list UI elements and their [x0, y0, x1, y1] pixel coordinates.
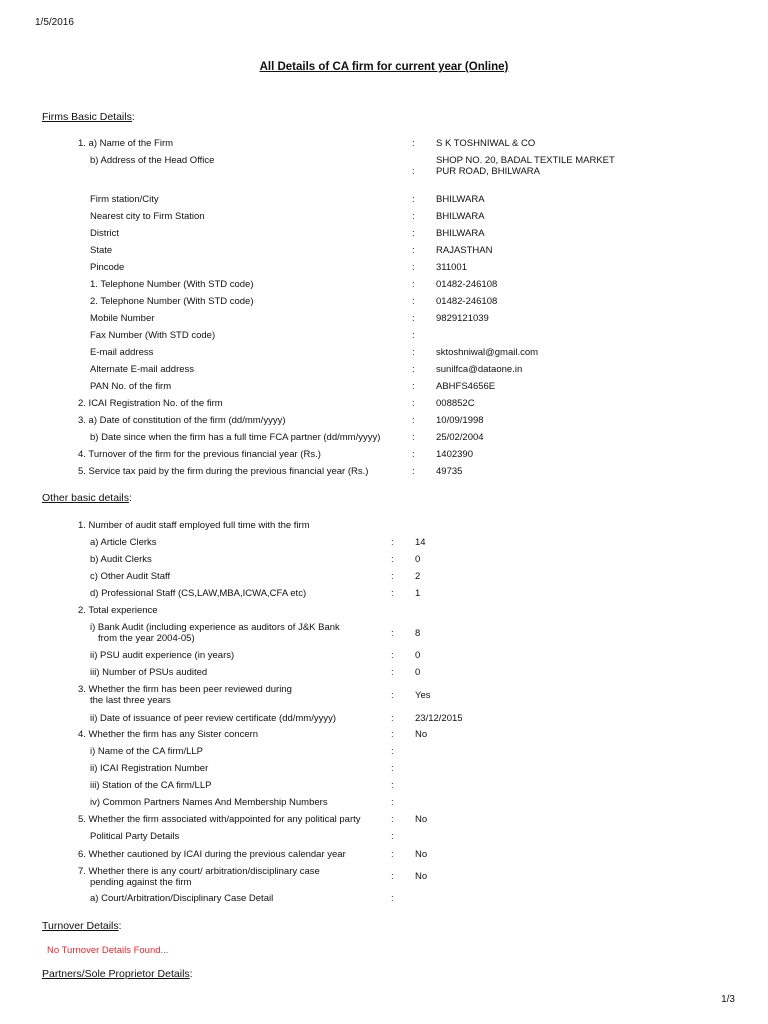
basic-detail-value: 49735 [436, 466, 463, 477]
other-detail-colon: : [391, 650, 394, 661]
basic-detail-colon: : [412, 228, 415, 239]
basic-detail-label: Mobile Number [90, 313, 155, 324]
other-detail-label: c) Other Audit Staff [90, 571, 171, 582]
no-turnover-message: No Turnover Details Found... [47, 945, 169, 956]
basic-detail-value: S K TOSHNIWAL & CO [436, 138, 536, 149]
other-detail-label: 4. Whether the firm has any Sister concern [78, 729, 259, 740]
basic-detail-value: BHILWARA [436, 194, 485, 205]
basic-detail-label: PAN No. of the firm [90, 381, 172, 392]
other-detail-colon: : [391, 537, 394, 548]
basic-detail-label: Alternate E-mail address [90, 364, 195, 375]
section-heading-turnover: Turnover Details: [42, 920, 122, 932]
other-detail-label: ii) ICAI Registration Number [90, 763, 209, 774]
other-detail-colon: : [391, 571, 394, 582]
other-detail-label: b) Audit Clerks [90, 554, 152, 565]
basic-detail-label: State [90, 245, 113, 256]
basic-detail-colon: : [412, 166, 415, 177]
basic-detail-label: 5. Service tax paid by the firm during the previous financial year (Rs.) [78, 466, 369, 477]
other-detail-colon: : [391, 797, 394, 808]
other-detail-colon: : [391, 746, 394, 757]
basic-detail-colon: : [412, 398, 415, 409]
other-detail-label: 7. Whether there is any court/ arbitration/disciplinary case [78, 866, 320, 877]
other-detail-colon: : [391, 814, 394, 825]
other-detail-colon: : [391, 667, 394, 678]
basic-detail-label: District [90, 228, 120, 239]
other-detail-label: iii) Number of PSUs audited [90, 667, 208, 678]
other-detail-label: iii) Station of the CA firm/LLP [90, 780, 212, 791]
basic-detail-label: 2. Telephone Number (With STD code) [90, 296, 254, 307]
other-detail-label-line2: pending against the firm [90, 877, 192, 888]
other-detail-label: i) Bank Audit (including experience as auditors of J&K Bank [90, 622, 340, 633]
other-detail-value: 23/12/2015 [415, 713, 463, 724]
basic-detail-colon: : [412, 194, 415, 205]
basic-detail-label: Pincode [90, 262, 125, 273]
other-detail-label: Political Party Details [90, 831, 180, 842]
basic-detail-colon: : [412, 138, 415, 149]
basic-detail-label: E-mail address [90, 347, 154, 358]
basic-detail-value: BHILWARA [436, 228, 485, 239]
other-detail-label: 6. Whether cautioned by ICAI during the previous calendar year [78, 849, 346, 860]
basic-detail-label: b) Date since when the firm has a full time FCA partner (dd/mm/yyyy) [90, 432, 381, 443]
other-detail-label: 1. Number of audit staff employed full time with the firm [78, 520, 310, 531]
other-detail-value: 0 [415, 554, 421, 565]
other-detail-label-line2: the last three years [90, 695, 171, 706]
other-detail-label: 2. Total experience [78, 605, 158, 616]
basic-detail-colon: : [412, 415, 415, 426]
other-detail-value: 2 [415, 571, 421, 582]
other-detail-colon: : [391, 831, 394, 842]
other-detail-colon: : [391, 690, 394, 701]
other-detail-colon: : [391, 628, 394, 639]
other-detail-colon: : [391, 554, 394, 565]
other-detail-colon: : [391, 588, 394, 599]
basic-detail-colon: : [412, 381, 415, 392]
other-detail-colon: : [391, 780, 394, 791]
other-detail-value: 0 [415, 650, 421, 661]
basic-detail-value: 25/02/2004 [436, 432, 484, 443]
basic-detail-value: 1402390 [436, 449, 473, 460]
basic-detail-colon: : [412, 211, 415, 222]
print-date: 1/5/2016 [35, 17, 74, 28]
basic-detail-value: ABHFS4656E [436, 381, 496, 392]
basic-detail-label: Firm station/City [90, 194, 159, 205]
other-detail-label: i) Name of the CA firm/LLP [90, 746, 203, 757]
other-detail-label: 3. Whether the firm has been peer reviewed during [78, 684, 292, 695]
basic-detail-colon: : [412, 296, 415, 307]
basic-detail-colon: : [412, 245, 415, 256]
page-title: All Details of CA firm for current year (Online) [259, 61, 509, 73]
basic-detail-value: 9829121039 [436, 313, 489, 324]
other-detail-value: 0 [415, 667, 421, 678]
section-heading-partners: Partners/Sole Proprietor Details: [42, 968, 193, 980]
basic-detail-label: 2. ICAI Registration No. of the firm [78, 398, 223, 409]
section-heading-basic: Firms Basic Details: [42, 111, 135, 123]
other-detail-label: a) Court/Arbitration/Disciplinary Case Detail [90, 893, 274, 904]
other-detail-label-line2: from the year 2004-05) [98, 633, 195, 644]
basic-detail-colon: : [412, 364, 415, 375]
basic-detail-label: Nearest city to Firm Station [90, 211, 205, 222]
basic-detail-value: 008852C [436, 398, 475, 409]
basic-detail-label: 3. a) Date of constitution of the firm (dd/mm/yyyy) [78, 415, 286, 426]
other-detail-value: No [415, 849, 428, 860]
other-detail-colon: : [391, 871, 394, 882]
basic-detail-value: 311001 [436, 262, 467, 273]
basic-detail-value-line2: PUR ROAD, BHILWARA [436, 166, 540, 177]
basic-detail-label: 1. Telephone Number (With STD code) [90, 279, 254, 290]
basic-detail-colon: : [412, 330, 415, 341]
other-detail-label: ii) PSU audit experience (in years) [90, 650, 235, 661]
other-detail-label: 5. Whether the firm associated with/appointed for any political party [78, 814, 361, 825]
basic-detail-value: 01482-246108 [436, 279, 498, 290]
other-detail-label: iv) Common Partners Names And Membership Numbers [90, 797, 328, 808]
basic-detail-value: sunilfca@dataone.in [436, 364, 523, 375]
basic-detail-colon: : [412, 449, 415, 460]
basic-detail-value: RAJASTHAN [436, 245, 493, 256]
page-number: 1/3 [721, 994, 735, 1005]
other-detail-colon: : [391, 893, 394, 904]
basic-detail-colon: : [412, 466, 415, 477]
other-detail-colon: : [391, 713, 394, 724]
basic-detail-colon: : [412, 432, 415, 443]
other-detail-value: No [415, 871, 428, 882]
basic-detail-value: 01482-246108 [436, 296, 498, 307]
other-detail-value: No [415, 729, 428, 740]
basic-detail-label: 1. a) Name of the Firm [78, 138, 174, 149]
other-detail-label: a) Article Clerks [90, 537, 157, 548]
other-detail-value: 14 [415, 537, 426, 548]
basic-detail-label: 4. Turnover of the firm for the previous financial year (Rs.) [78, 449, 321, 460]
basic-detail-colon: : [412, 347, 415, 358]
section-heading-other: Other basic details: [42, 492, 132, 504]
basic-detail-colon: : [412, 262, 415, 273]
other-detail-value: No [415, 814, 428, 825]
other-detail-colon: : [391, 849, 394, 860]
other-detail-value: Yes [415, 690, 431, 701]
basic-detail-label: b) Address of the Head Office [90, 155, 215, 166]
other-detail-value: 8 [415, 628, 421, 639]
other-detail-colon: : [391, 763, 394, 774]
basic-detail-colon: : [412, 279, 415, 290]
basic-detail-value: BHILWARA [436, 211, 485, 222]
basic-detail-value: sktoshniwal@gmail.com [436, 347, 539, 358]
basic-detail-value: SHOP NO. 20, BADAL TEXTILE MARKET [436, 155, 615, 166]
other-detail-colon: : [391, 729, 394, 740]
basic-detail-colon: : [412, 313, 415, 324]
basic-detail-value: 10/09/1998 [436, 415, 484, 426]
basic-detail-label: Fax Number (With STD code) [90, 330, 216, 341]
other-detail-label: d) Professional Staff (CS,LAW,MBA,ICWA,CFA etc) [90, 588, 307, 599]
other-detail-label: ii) Date of issuance of peer review certificate (dd/mm/yyyy) [90, 713, 337, 724]
other-detail-value: 1 [415, 588, 421, 599]
